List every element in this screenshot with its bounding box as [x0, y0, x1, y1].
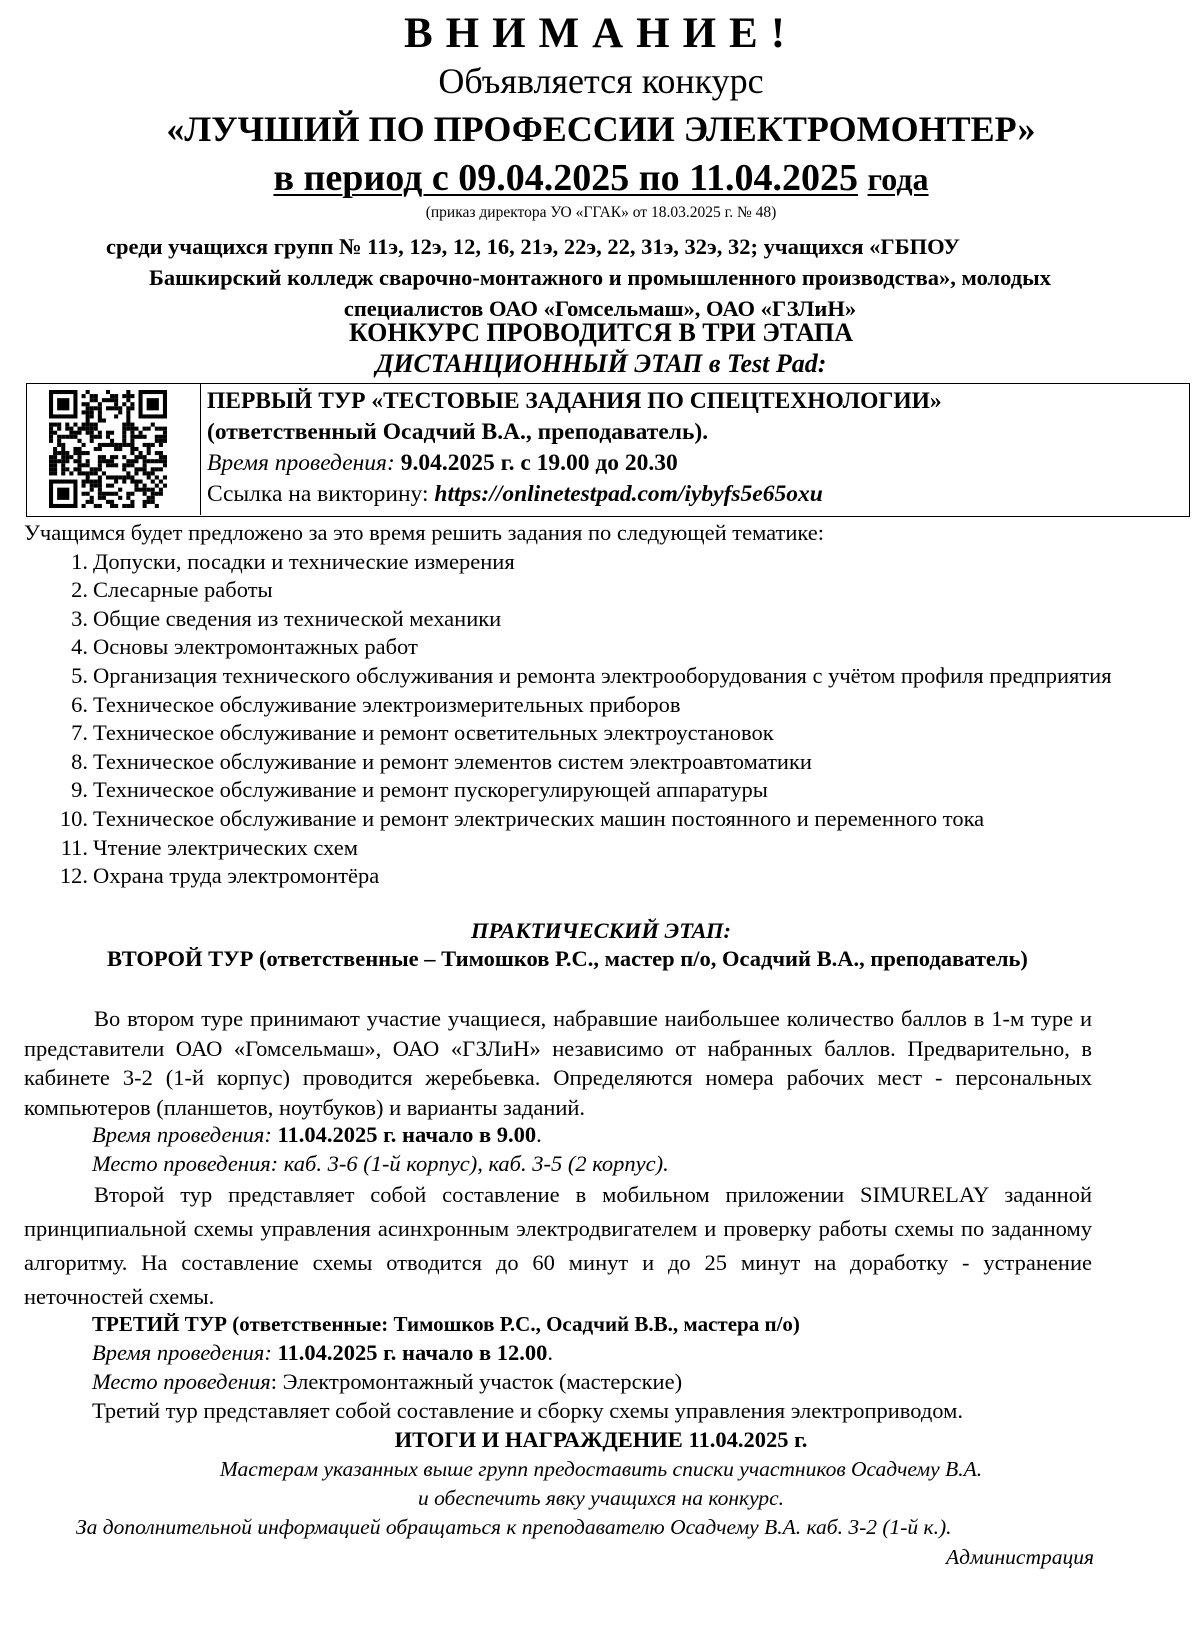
topic-item: [24, 748, 1174, 777]
topic-item: [24, 776, 1174, 805]
topic-item: [24, 576, 1174, 605]
tour3-place-value: : Электромонтажный участок (мастерские): [270, 1369, 683, 1394]
stages-heading: КОНКУРС ПРОВОДИТСЯ В ТРИ ЭТАПА: [348, 318, 854, 347]
topic-item: [24, 633, 1174, 662]
tour2-paragraph-2: [24, 1178, 1092, 1314]
topic-item: [24, 719, 1174, 748]
topic-number: 8.: [71, 748, 88, 774]
results-heading: ИТОГИ И НАГРАЖДЕНИЕ 11.04.2025 г.: [394, 1427, 808, 1452]
topic-item: [24, 605, 1174, 634]
topic-text: Техническое обслуживание и ремонт пускорегулирующей аппаратуры: [93, 777, 768, 803]
topic-text: Техническое обслуживание и ремонт электрических машин постоянного и переменного тока: [93, 805, 985, 831]
tour1-responsible: (ответственный Осадчий В.А., преподаватель).: [207, 419, 709, 445]
topic-number: 12.: [59, 863, 88, 889]
tour3-time-value: 11.04.2025 г. начало в 12.00: [277, 1340, 548, 1365]
topic-number: 3.: [71, 605, 88, 631]
tour2-paragraph-1-text: Во втором туре принимают участие учащиеся, набравшие наибольшее количество баллов в 1-м туре и представители ОАО «Гомсельмаш», ОАО «ГЗЛиН» независимо от набранных баллов. Предварительно, в кабинете 3-2 (1-й корпус) проводится жеребьевка. Определяются номера рабочих мест - персональных компьютеров (планшетов, ноутбуков) и варианты заданий.: [24, 1006, 1092, 1120]
practical-stage-heading: ПРАКТИЧЕСКИЙ ЭТАП:: [471, 918, 731, 943]
tour2-time-label: Время проведения:: [92, 1122, 272, 1147]
topic-text: Техническое обслуживание и ремонт осветительных электроустановок: [93, 720, 774, 746]
period-line: [0, 156, 1202, 201]
topic-item: [24, 548, 1174, 577]
quiz-link[interactable]: https://onlinetestpad.com/iybyfs5e65oxu: [434, 481, 823, 507]
topic-text: Организация технического обслуживания и ремонта электрооборудования с учётом профиля предприятия: [93, 662, 1112, 688]
topic-item: [24, 691, 1174, 720]
tour2-place: Место проведения: каб. 3-6 (1-й корпус), каб. 3-5 (2 корпус).: [92, 1151, 669, 1176]
topic-number: 1.: [71, 548, 88, 574]
topic-item: [24, 662, 1174, 691]
tour1-time: [207, 448, 1187, 479]
topic-number: 6.: [71, 691, 88, 717]
attention-heading: ВНИМАНИЕ!: [403, 10, 799, 57]
order-reference: (приказ директора УО «ГГАК» от 18.03.2025 г. № 48): [425, 204, 777, 221]
participants-line-3: специалистов ОАО «Гомсельмаш», ОАО «ГЗЛиН»: [343, 296, 857, 321]
contact-info: За дополнительной информацией обращаться к преподавателю Осадчему В.А. каб. 3-2 (1-й к.).: [76, 1515, 952, 1539]
topic-item: [24, 805, 1174, 834]
topic-text: Техническое обслуживание и ремонт элементов систем электроавтоматики: [93, 748, 812, 774]
tour3-description: Третий тур представляет собой составление и сборку схемы управления электроприводом.: [92, 1398, 963, 1423]
tour1-link: [207, 479, 1187, 510]
tour3-place-label: Место проведения: [92, 1369, 271, 1394]
tour2-time-value: 11.04.2025 г. начало в 9.00: [277, 1122, 537, 1147]
topic-text: Техническое обслуживание электроизмерительных приборов: [93, 691, 681, 717]
first-tour-box: [26, 383, 1190, 517]
masters-note-line-1: Мастерам указанных выше групп предоставить списки участников Осадчему В.А.: [219, 1457, 983, 1481]
announce-line: Объявляется конкурс: [438, 61, 764, 101]
tour3-time: Время проведения: 11.04.2025 г. начало в 12.00.: [92, 1340, 553, 1365]
topic-number: 5.: [71, 662, 88, 688]
tour1-title: ПЕРВЫЙ ТУР «ТЕСТОВЫЕ ЗАДАНИЯ ПО СПЕЦТЕХНОЛОГИИ»: [207, 388, 942, 414]
tour2-time: Время проведения: 11.04.2025 г. начало в 9.00.: [92, 1122, 542, 1147]
qr-code-icon[interactable]: [49, 390, 167, 508]
qr-cell: [27, 384, 201, 515]
topic-text: Слесарные работы: [93, 577, 273, 603]
topic-number: 9.: [71, 777, 88, 803]
signature: Администрация: [946, 1545, 1094, 1569]
topic-item: [24, 862, 1174, 891]
topic-item: [24, 834, 1174, 863]
tour2-paragraph-1: [24, 1004, 1092, 1122]
tour1-link-label: Ссылка на викторину:: [207, 481, 429, 507]
period-dates: в период с 09.04.2025 по 11.04.2025: [273, 157, 859, 199]
first-tour-info: [207, 386, 1187, 510]
topic-text: Основы электромонтажных работ: [93, 634, 418, 660]
tour2-paragraph-2-text: Второй тур представляет собой составление в мобильном приложении SIMURELAY заданной принципиальной схемы управления асинхронным электродвигателем и проверку работы схемы по заданному алгоритму. На составление схемы отводится до 60 минут и до 25 минут на доработку - устранение неточностей схемы.: [24, 1182, 1092, 1309]
tour3-time-label: Время проведения:: [92, 1340, 272, 1365]
tour1-time-label: Время проведения:: [207, 450, 395, 476]
topics-intro: Учащимся будет предложено за это время решить задания по следующей тематике:: [24, 520, 825, 545]
masters-note-line-2: и обеспечить явку учащихся на конкурс.: [417, 1486, 785, 1510]
topic-number: 2.: [71, 577, 88, 603]
topic-number: 11.: [60, 834, 88, 860]
participants-line-1: среди учащихся групп № 11э, 12э, 12, 16, 21э, 22э, 22, 31э, 32э, 32; учащихся «ГБПОУ: [106, 234, 960, 259]
topic-text: Чтение электрических схем: [93, 834, 358, 860]
contest-title: «ЛУЧШИЙ ПО ПРОФЕССИИ ЭЛЕКТРОМОНТЕР»: [166, 109, 1036, 149]
topic-text: Допуски, посадки и технические измерения: [93, 548, 515, 574]
remote-stage-heading: ДИСТАНЦИОННЫЙ ЭТАП в Test Pad:: [375, 349, 827, 378]
topic-number: 7.: [71, 720, 88, 746]
tour1-time-value: 9.04.2025 г. с 19.00 до 20.30: [400, 450, 678, 476]
topic-text: Общие сведения из технической механики: [93, 605, 502, 631]
participants-line-2: Башкирский колледж сварочно-монтажного и промышленного производства», молодых: [149, 265, 1051, 290]
topic-text: Охрана труда электромонтёра: [93, 863, 380, 889]
topics-section: [24, 519, 1174, 891]
tour3-place: [92, 1367, 1152, 1396]
tour2-heading: ВТОРОЙ ТУР (ответственные – Тимошков Р.С., мастер п/о, Осадчий В.А., преподаватель): [107, 946, 1028, 971]
topic-number: 4.: [71, 634, 88, 660]
tour3-heading: ТРЕТИЙ ТУР (ответственные: Тимошков Р.С., Осадчий В.В., мастера п/о): [92, 1312, 800, 1336]
period-suffix: года: [867, 161, 929, 197]
participants-block: [40, 231, 1160, 324]
topic-number: 10.: [59, 805, 88, 831]
topics-list: [24, 548, 1174, 891]
